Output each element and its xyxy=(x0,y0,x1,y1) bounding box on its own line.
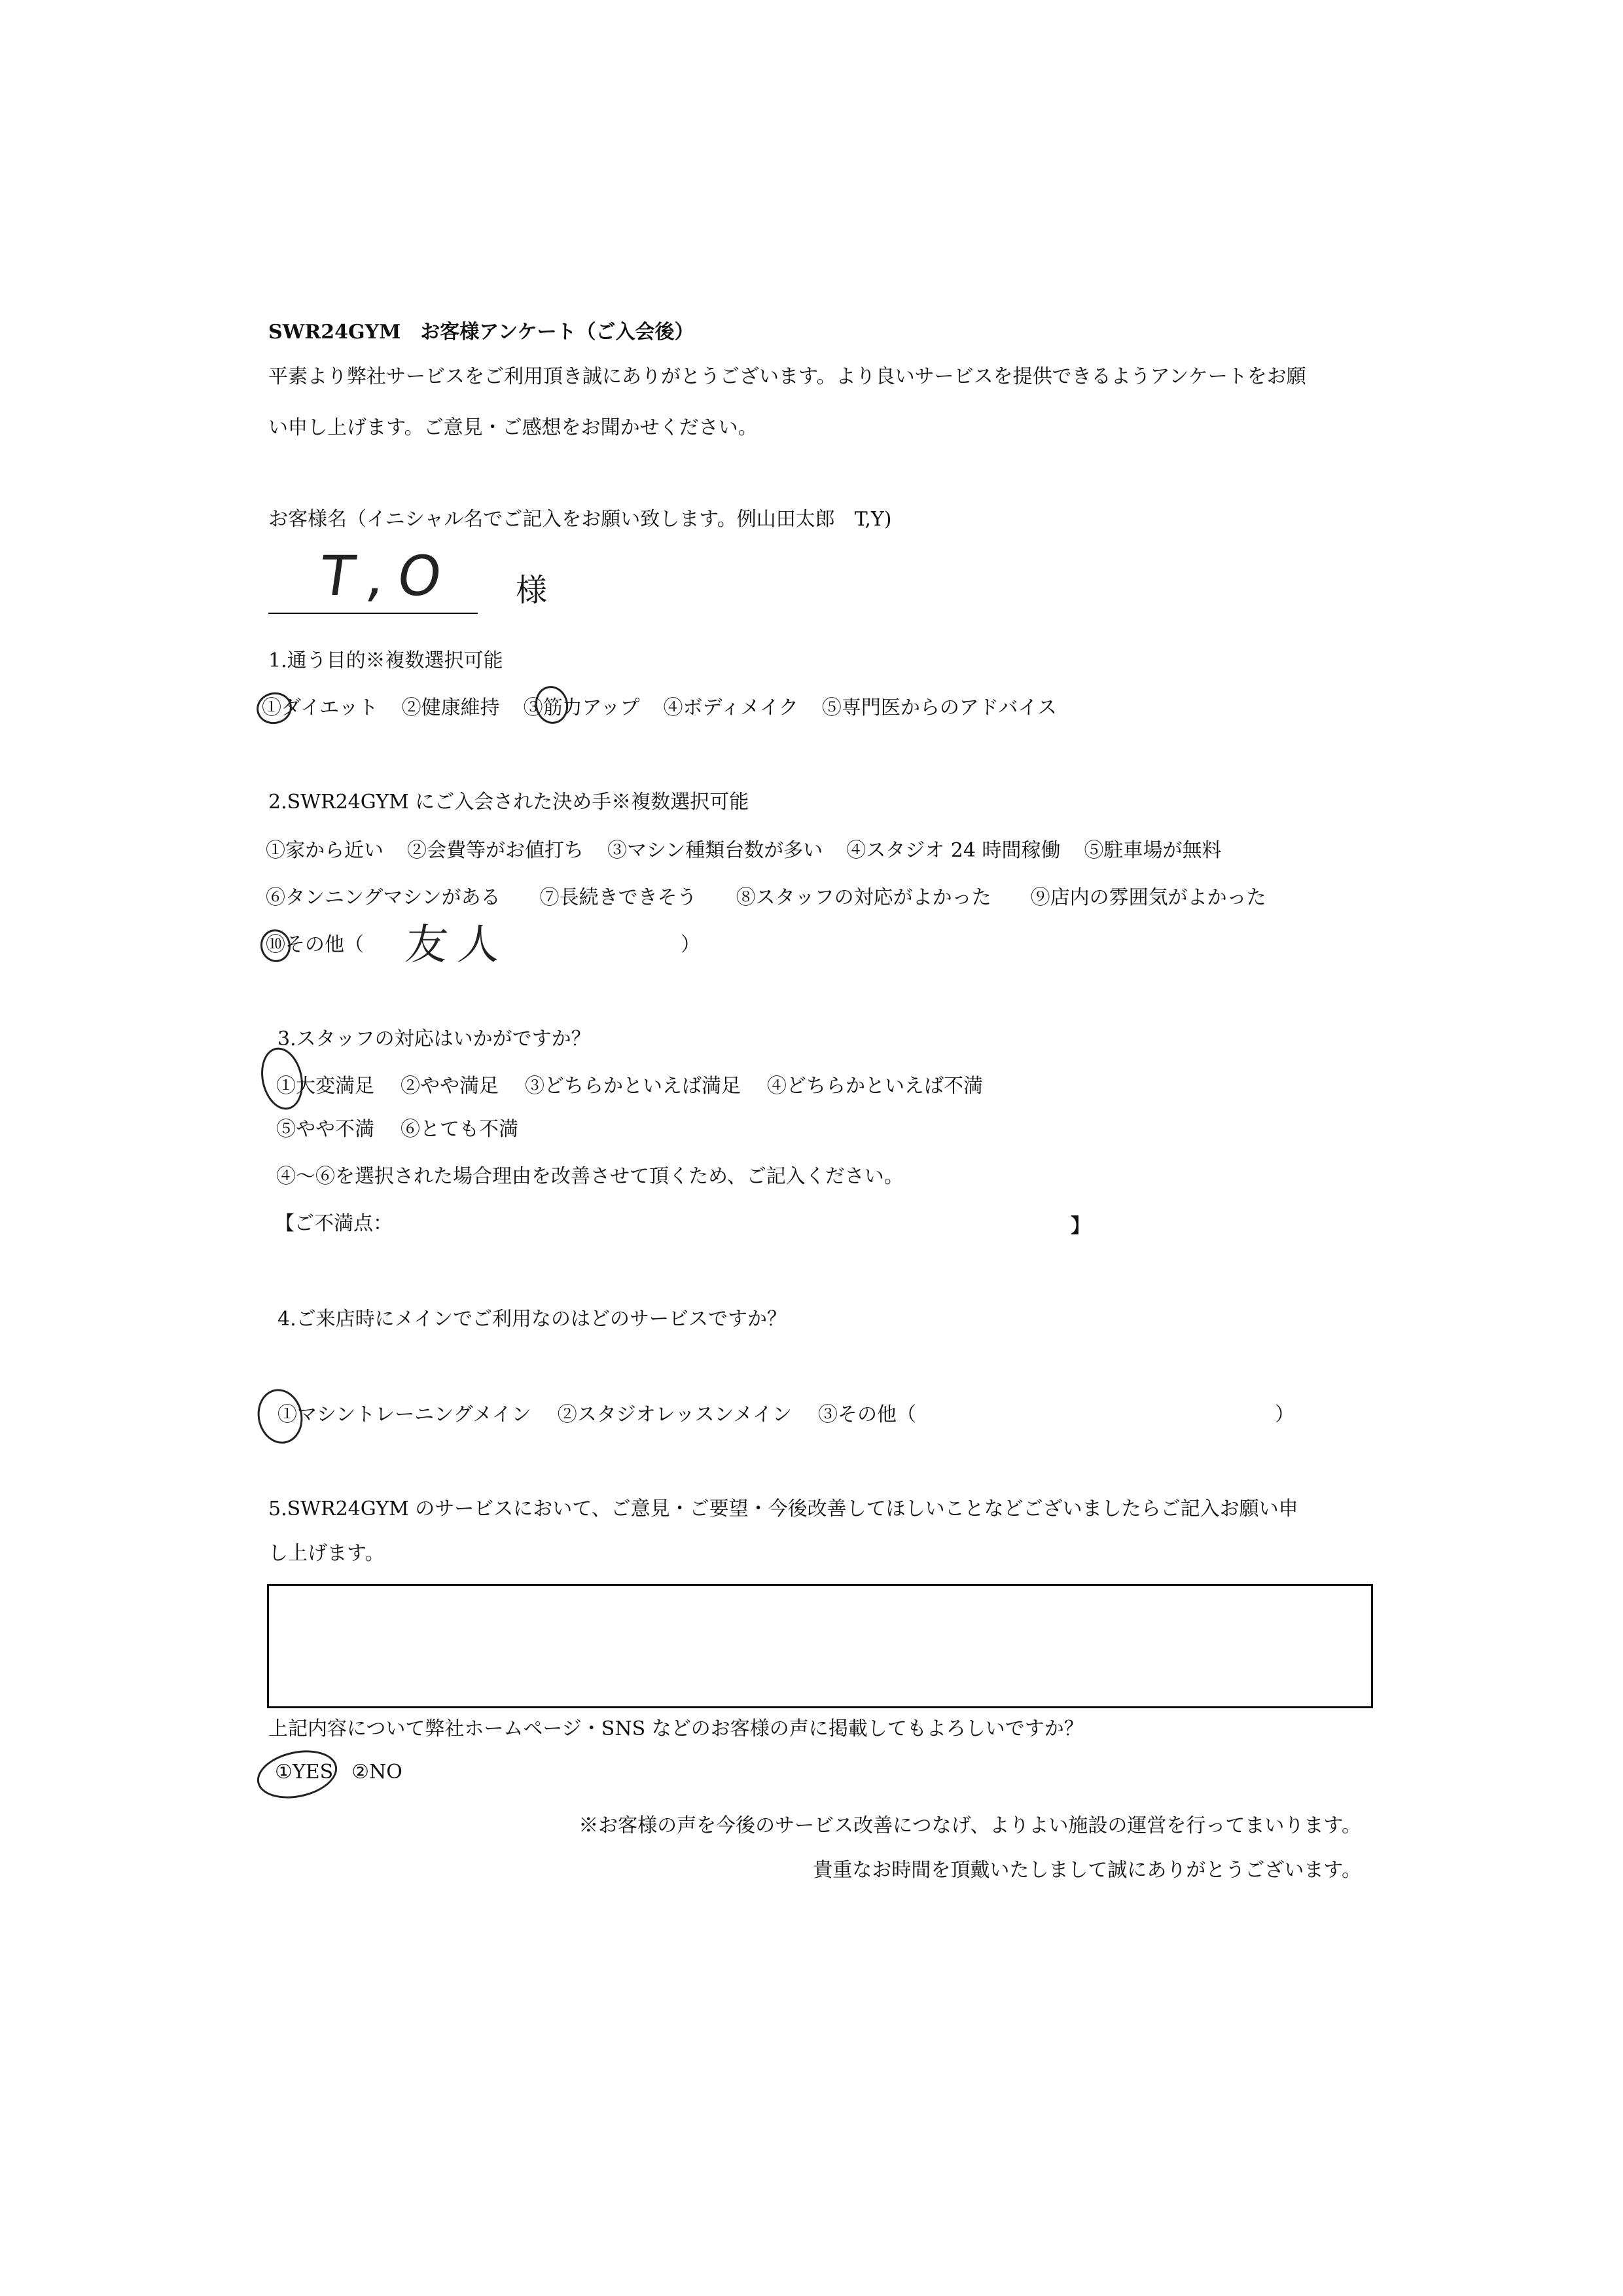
consent-question: 上記内容について弊社ホームページ・SNS などのお客様の声に掲載してもよろしいですか？ xyxy=(268,1717,1084,1740)
q4-option-other[interactable]: ③その他（ xyxy=(817,1403,916,1426)
q2-other-value[interactable]: 友人 xyxy=(403,921,513,969)
q2-option-reasonable-fee[interactable]: ②会費等がお値打ち xyxy=(407,839,584,862)
q3-option-rather-dissatisfied[interactable]: ④どちらかといえば不満 xyxy=(767,1075,983,1098)
q3-option-very-dissatisfied[interactable]: ⑥とても不満 xyxy=(401,1118,518,1141)
consent-selection-mark-yes xyxy=(253,1744,342,1805)
q3-selection-mark-very-satisfied xyxy=(256,1044,309,1114)
q3-option-very-satisfied[interactable]: ①大変満足 xyxy=(276,1075,374,1098)
q2-option-tanning-machine[interactable]: ⑥タンニングマシンがある xyxy=(266,886,501,909)
q5-comment-box[interactable] xyxy=(267,1584,1373,1708)
q5-title-line2: し上げます。 xyxy=(268,1542,385,1565)
q1-option-doctor-advice[interactable]: ⑤専門医からのアドバイス xyxy=(821,696,1058,719)
q4-selection-mark-machine-training xyxy=(253,1385,308,1448)
q3-title: 3.スタッフの対応はいかがですか？ xyxy=(277,1028,591,1050)
intro-text-line1: 平素より弊社サービスをご利用頂き誠にありがとうございます。より良いサービスを提供できるようアンケートをお願 xyxy=(268,365,1306,388)
customer-name-suffix: 様 xyxy=(516,572,548,609)
customer-name-label: お客様名（イニシャル名でご記入をお願い致します。例山田太郎 T,Y) xyxy=(268,508,892,531)
q4-option-studio-lesson[interactable]: ②スタジオレッスンメイン xyxy=(557,1403,792,1426)
footer-line1: ※お客様の声を今後のサービス改善につなげ、よりよい施設の運営を行ってまいります。 xyxy=(579,1814,1361,1837)
q1-option-body-make[interactable]: ④ボディメイク xyxy=(663,696,798,719)
q2-other-label[interactable]: ⑩その他（ xyxy=(266,933,364,956)
q1-option-diet[interactable]: ①ダイエット xyxy=(262,696,378,719)
q1-option-strength[interactable]: ③筋力アップ xyxy=(523,696,640,719)
q4-title: 4.ご来店時にメインでご利用なのはどのサービスですか？ xyxy=(277,1308,787,1331)
q2-option-staff-good[interactable]: ⑧スタッフの対応がよかった xyxy=(736,886,991,909)
q4-option-machine-training[interactable]: ①マシントレーニングメイン xyxy=(277,1403,531,1426)
q5-title-line1: 5.SWR24GYM のサービスにおいて、ご意見・ご要望・今後改善してほしいことなどございましたらご記入お願い申 xyxy=(268,1498,1298,1520)
q1-option-health[interactable]: ②健康維持 xyxy=(401,696,500,719)
q2-options-row2 xyxy=(266,885,1266,911)
consent-option-yes[interactable]: ①YES xyxy=(275,1761,334,1784)
q2-title: 2.SWR24GYM にご入会された決め手※複数選択可能 xyxy=(268,791,749,814)
q4-options xyxy=(277,1402,916,1428)
q2-option-many-machines[interactable]: ③マシン種類台数が多い xyxy=(607,839,823,862)
q1-title: 1.通う目的※複数選択可能 xyxy=(268,649,503,672)
q3-option-rather-satisfied[interactable]: ③どちらかといえば満足 xyxy=(525,1075,741,1098)
footer-line2: 貴重なお時間を頂戴いたしまして誠にありがとうございます。 xyxy=(813,1859,1361,1882)
q2-option-studio-24h[interactable]: ④スタジオ 24 時間稼働 xyxy=(846,839,1061,862)
q3-option-somewhat-dissatisfied[interactable]: ⑤やや不満 xyxy=(276,1118,374,1141)
q2-option-near-home[interactable]: ①家から近い xyxy=(266,839,383,862)
consent-option-no[interactable]: ②NO xyxy=(351,1761,402,1784)
q2-option-atmosphere-good[interactable]: ⑨店内の雰囲気がよかった xyxy=(1030,886,1266,909)
q3-options-row2 xyxy=(276,1117,518,1143)
q3-option-somewhat-satisfied[interactable]: ②やや満足 xyxy=(401,1075,499,1098)
q4-other-close: ） xyxy=(1275,1403,1294,1426)
customer-name-underline xyxy=(268,613,478,614)
customer-name-value[interactable]: T,O xyxy=(316,544,459,608)
q3-complaint-label: 【ご不満点： xyxy=(275,1212,393,1235)
q2-options-row1 xyxy=(266,838,1222,864)
q3-complaint-close: 】 xyxy=(1071,1215,1090,1238)
q2-option-sustainable[interactable]: ⑦長続きできそう xyxy=(539,886,697,909)
q1-options xyxy=(262,695,1057,721)
q3-options-row1 xyxy=(276,1073,983,1100)
q3-note: ④～⑥を選択された場合理由を改善させて頂くため、ご記入ください。 xyxy=(276,1165,904,1188)
q2-other-close: ） xyxy=(681,933,700,956)
survey-title: SWR24GYM お客様アンケート（ご入会後） xyxy=(268,321,694,344)
q3-complaint-input[interactable] xyxy=(406,1211,1067,1237)
q2-option-free-parking[interactable]: ⑤駐車場が無料 xyxy=(1084,839,1222,862)
intro-text-line2: い申し上げます。ご意見・ご感想をお聞かせください。 xyxy=(268,416,758,439)
